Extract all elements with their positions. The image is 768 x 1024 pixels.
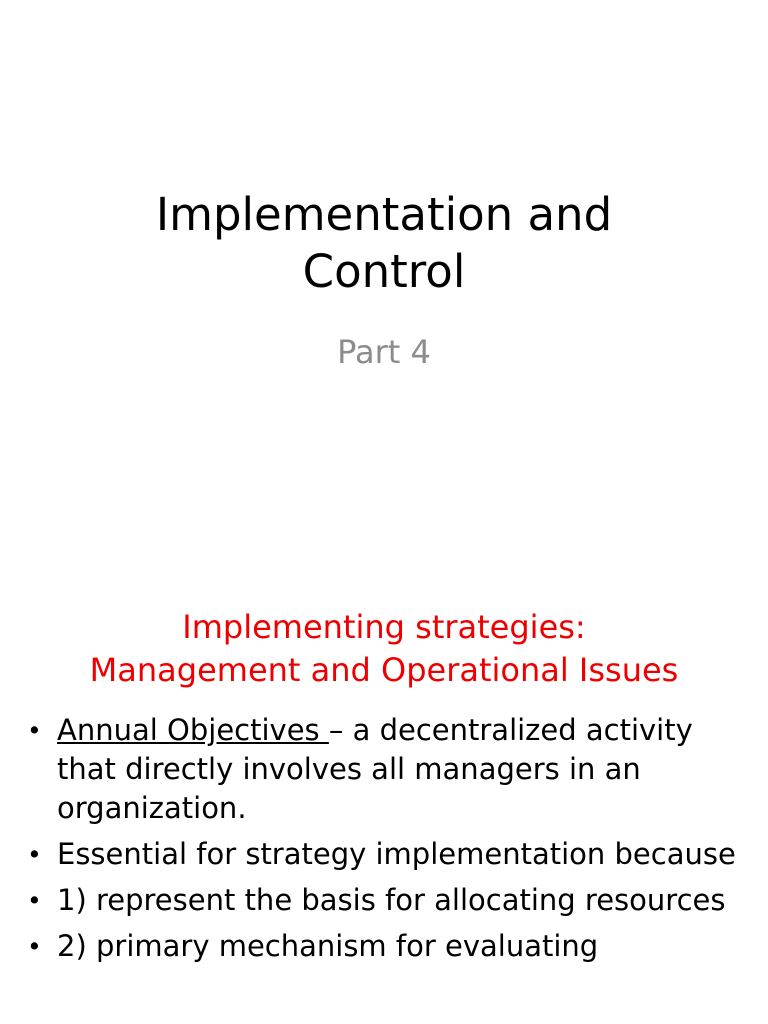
bullet-text: Essential for strategy implementation because bbox=[57, 837, 736, 871]
bullet-list bbox=[0, 711, 768, 973]
bullet-icon: • bbox=[27, 840, 42, 869]
slide-title bbox=[0, 186, 768, 300]
slide-subtitle: Part 4 bbox=[337, 333, 431, 371]
slide-title-line-2: Control bbox=[302, 245, 466, 298]
bullet-item bbox=[0, 927, 768, 966]
bullet-item bbox=[0, 835, 768, 874]
bullet-item bbox=[0, 881, 768, 920]
bullet-text: 1) represent the basis for allocating resources bbox=[57, 883, 726, 917]
bullet-text: – a decentralized activity that directly involves all managers in an organization. bbox=[57, 713, 693, 825]
slide-heading-line-1: Implementing strategies: bbox=[182, 608, 586, 646]
content-slide bbox=[0, 576, 768, 1024]
bullet-item bbox=[0, 711, 768, 828]
slide-heading bbox=[0, 606, 768, 692]
bullet-text: 2) primary mechanism for evaluating bbox=[57, 929, 599, 963]
bullet-icon: • bbox=[27, 932, 42, 961]
bullet-icon: • bbox=[27, 716, 42, 745]
slide-heading-line-2: Management and Operational Issues bbox=[89, 651, 679, 689]
slide-title-line-1: Implementation and bbox=[155, 188, 613, 241]
bullet-term: Annual Objectives bbox=[57, 713, 329, 747]
bullet-icon: • bbox=[27, 886, 42, 915]
